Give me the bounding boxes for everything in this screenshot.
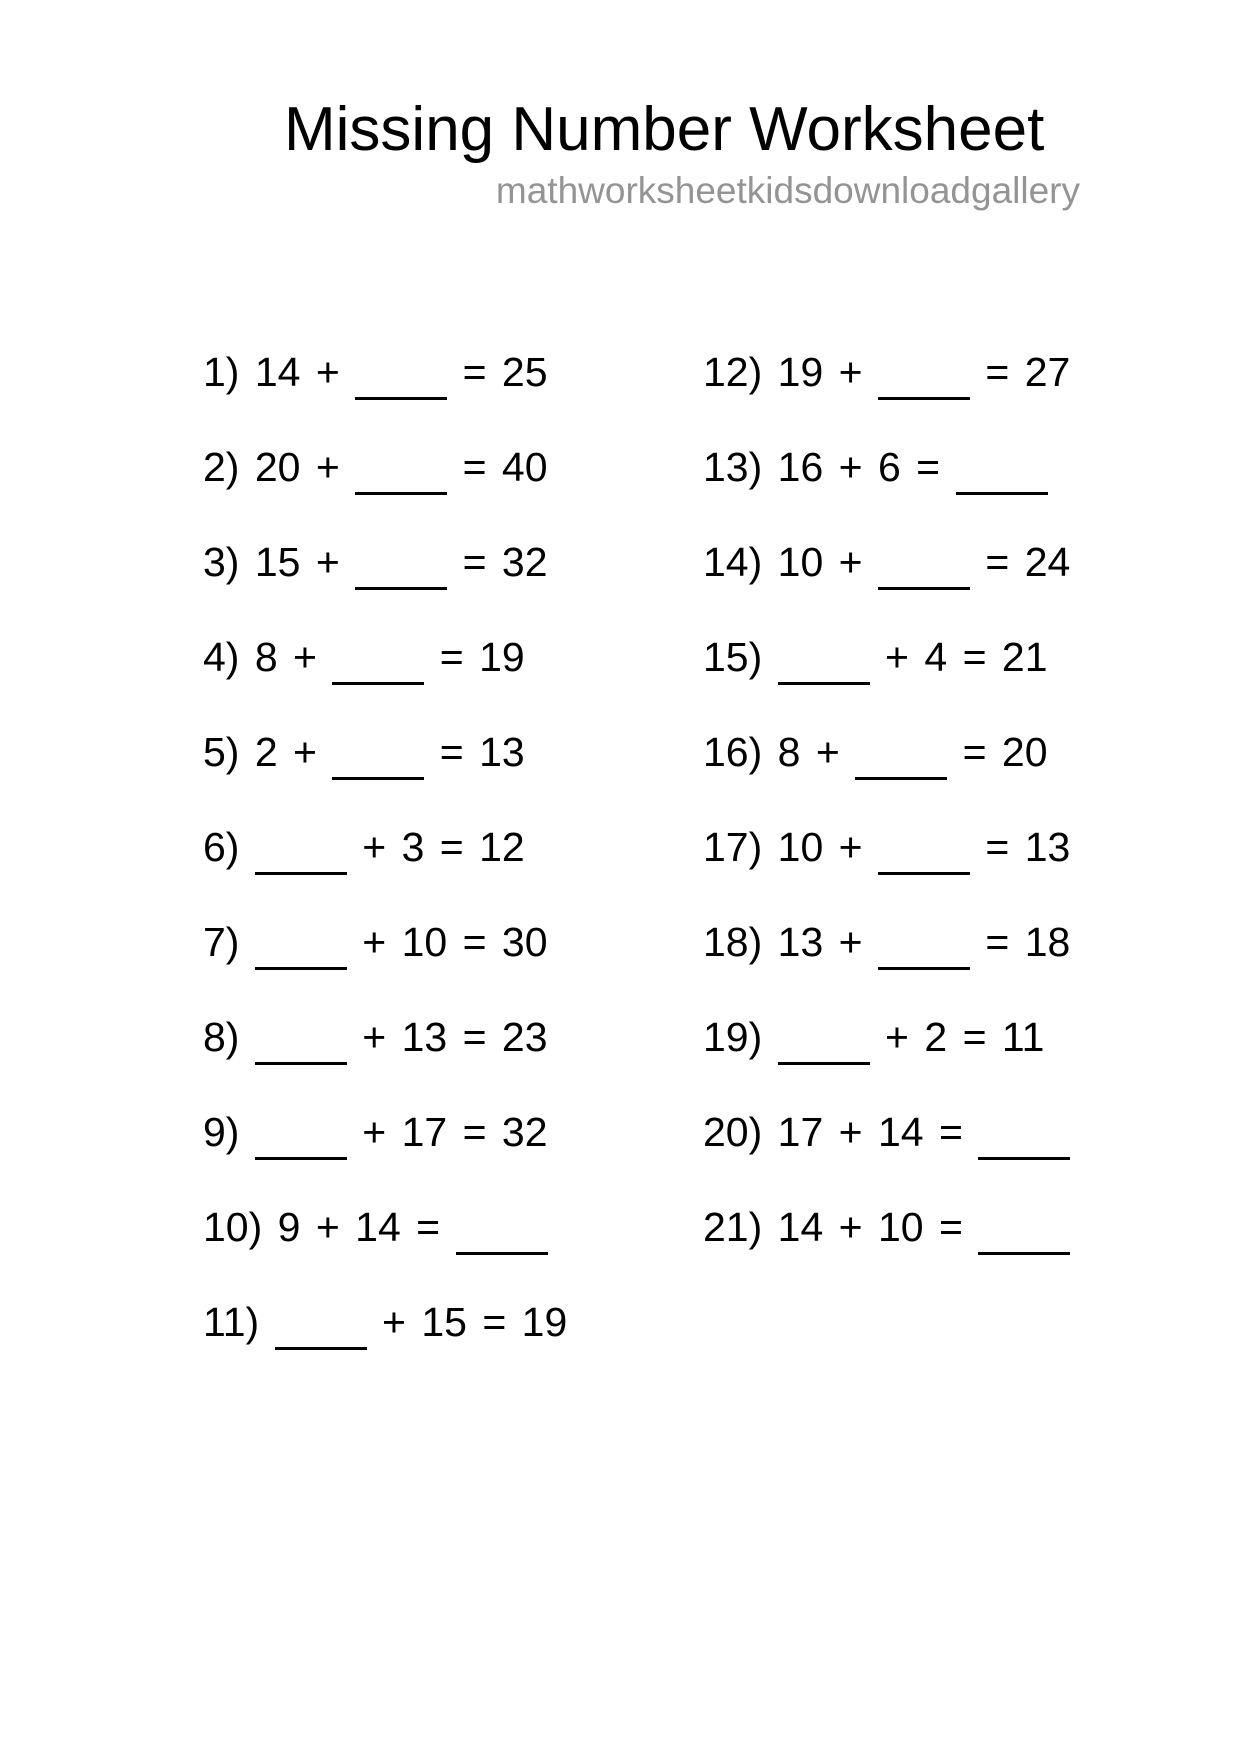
problem-item — [203, 895, 673, 990]
problem-text-before: 14) 10 + — [703, 539, 878, 585]
problem-item — [703, 895, 1173, 990]
page-subtitle: mathworksheetkidsdownloadgallery — [495, 170, 1080, 211]
problem-text-before: 4) 8 + — [203, 634, 333, 680]
problem-item — [703, 610, 1173, 705]
answer-blank — [978, 1153, 1070, 1160]
problem-text-before: 9) — [203, 1109, 255, 1155]
answer-blank — [778, 678, 870, 685]
answer-blank — [355, 488, 447, 495]
problem-text-after: + 4 = 21 — [869, 634, 1048, 680]
answer-blank — [855, 773, 947, 780]
answer-blank — [878, 868, 970, 875]
problem-text-after: = 19 — [424, 634, 525, 680]
problems-column-left — [203, 325, 673, 1370]
problem-text-after: = 18 — [969, 919, 1071, 965]
answer-blank — [778, 1058, 870, 1065]
answer-blank — [456, 1248, 548, 1255]
problem-item — [703, 515, 1173, 610]
answer-blank — [355, 393, 447, 400]
problem-text-before: 3) 15 + — [203, 539, 356, 585]
problem-text-before: 16) 8 + — [703, 729, 856, 775]
problem-item — [703, 420, 1173, 515]
problem-text-before: 5) 2 + — [203, 729, 333, 775]
problem-text-before: 1) 14 + — [203, 349, 356, 395]
problem-item — [703, 1085, 1173, 1180]
problem-item — [203, 325, 673, 420]
problem-text-after: + 13 = 23 — [346, 1014, 548, 1060]
page-title: Missing Number Worksheet — [284, 95, 1045, 164]
problem-text-after: = 25 — [447, 349, 548, 395]
answer-blank — [255, 868, 347, 875]
problem-text-after: = 32 — [447, 539, 548, 585]
problem-item — [203, 610, 673, 705]
problem-text-before: 20) 17 + 14 = — [703, 1109, 979, 1155]
problem-item — [203, 1180, 673, 1275]
problem-item — [703, 705, 1173, 800]
answer-blank — [332, 678, 424, 685]
problem-text-before: 17) 10 + — [703, 824, 878, 870]
answer-blank — [878, 583, 970, 590]
answer-blank — [355, 583, 447, 590]
answer-blank — [878, 963, 970, 970]
problem-text-before: 13) 16 + 6 = — [703, 444, 956, 490]
problem-text-after: = 20 — [947, 729, 1048, 775]
problem-text-after: = 24 — [969, 539, 1071, 585]
answer-blank — [332, 773, 424, 780]
problem-text-after: + 17 = 32 — [346, 1109, 548, 1155]
problem-text-after: + 15 = 19 — [366, 1299, 568, 1345]
problem-text-after: = 13 — [969, 824, 1071, 870]
problem-text-before: 8) — [203, 1014, 255, 1060]
answer-blank — [255, 963, 347, 970]
problem-text-before: 18) 13 + — [703, 919, 878, 965]
problem-item — [203, 705, 673, 800]
problem-item — [703, 1180, 1173, 1275]
answer-blank — [978, 1248, 1070, 1255]
problems-column-right — [703, 325, 1173, 1275]
problem-item — [703, 325, 1173, 420]
problem-text-before: 19) — [703, 1014, 778, 1060]
problem-text-before: 11) — [203, 1299, 275, 1345]
problem-text-before: 12) 19 + — [703, 349, 878, 395]
problem-text-after: = 13 — [424, 729, 525, 775]
problem-text-before: 6) — [203, 824, 255, 870]
problem-text-before: 21) 14 + 10 = — [703, 1204, 979, 1250]
problem-item — [203, 1085, 673, 1180]
problem-text-before: 10) 9 + 14 = — [203, 1204, 456, 1250]
problem-item — [203, 800, 673, 895]
problem-item — [203, 515, 673, 610]
problem-text-after: + 10 = 30 — [346, 919, 548, 965]
problem-text-after: + 2 = 11 — [869, 1014, 1045, 1060]
problem-text-after: + 3 = 12 — [346, 824, 525, 870]
problem-text-after: = 27 — [969, 349, 1071, 395]
problem-text-before: 2) 20 + — [203, 444, 356, 490]
problem-text-before: 15) — [703, 634, 778, 680]
answer-blank — [275, 1343, 367, 1350]
problem-item — [203, 990, 673, 1085]
answer-blank — [255, 1058, 347, 1065]
answer-blank — [956, 488, 1048, 495]
problem-item — [703, 800, 1173, 895]
answer-blank — [255, 1153, 347, 1160]
answer-blank — [878, 393, 970, 400]
problem-item — [203, 420, 673, 515]
problem-item — [203, 1275, 673, 1370]
problem-item — [703, 990, 1173, 1085]
problem-text-after: = 40 — [447, 444, 548, 490]
problem-text-before: 7) — [203, 919, 255, 965]
